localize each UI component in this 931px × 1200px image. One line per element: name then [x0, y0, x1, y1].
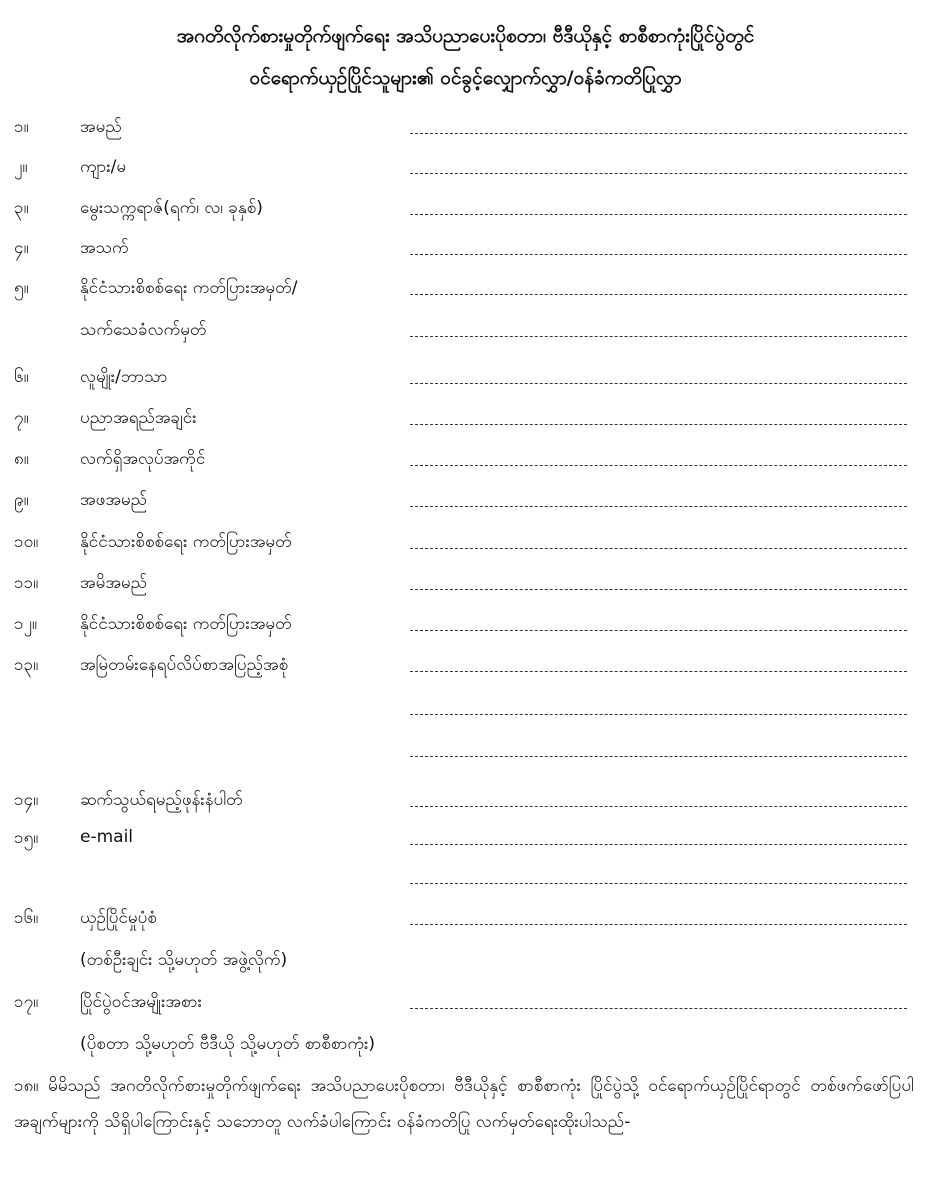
competition-category-hint-row — [0, 1024, 931, 1064]
field-row-email — [0, 818, 931, 858]
item-number: ၁၀။ — [14, 532, 39, 552]
item-label: လက်ရှိအလုပ်အကိုင် — [80, 449, 206, 469]
field-row-race-religion — [0, 357, 931, 397]
fill-in-line[interactable] — [410, 506, 907, 507]
item-hint: (တစ်ဦးချင်း သို့မဟုတ် အဖွဲ့လိုက်) — [80, 950, 288, 970]
field-row-phone — [0, 780, 931, 820]
item-number: ၁၂။ — [14, 614, 38, 634]
item-label: ကျား/မ — [80, 157, 127, 177]
item-number: ၁၇။ — [14, 992, 39, 1012]
item-label: e-mail — [80, 827, 134, 847]
item-label: အဖအမည် — [80, 490, 148, 510]
item-label: ယှဉ်ပြိုင်မှုပုံစံ — [80, 908, 157, 928]
address-continuation-row — [0, 730, 931, 770]
item-label: ပြိုင်ပွဲဝင်အမျိုးအစား — [80, 992, 202, 1012]
fill-in-line[interactable] — [410, 714, 907, 715]
item-number: ၃။ — [14, 198, 29, 218]
item-label: ဆက်သွယ်ရမည့်ဖုန်းနံပါတ် — [80, 790, 243, 810]
field-row-nrc-number — [0, 268, 931, 308]
item-label: အမိအမည် — [80, 573, 148, 593]
fill-in-line[interactable] — [410, 924, 907, 925]
item-label: နိုင်ငံသားစိစစ်ရေး ကတ်ပြားအမှတ်/ — [80, 278, 298, 298]
competition-mode-hint-row — [0, 940, 931, 980]
item-number: ၁၅။ — [14, 828, 39, 848]
fill-in-line[interactable] — [410, 383, 907, 384]
field-row-identity-certificate — [0, 310, 931, 350]
field-row-date-of-birth — [0, 188, 931, 228]
item-number: ၁၆။ — [14, 908, 39, 928]
field-row-education — [0, 398, 931, 438]
item-number: ၇။ — [14, 408, 29, 428]
fill-in-line[interactable] — [410, 756, 907, 757]
form-title-line-1: အဂတိလိုက်စားမှုတိုက်ဖျက်ရေး အသိပညာပေးပိုစတာ၊ ဗီဒီယိုနှင့် စာစီစာကုံးပြိုင်ပွဲတွင် — [176, 25, 755, 47]
item-label: မွေးသက္ကရာဇ်(ရက်၊ လ၊ ခုနှစ်) — [80, 198, 263, 218]
item-number: ၁၁။ — [14, 573, 39, 593]
item-number: ၈။ — [14, 449, 29, 469]
fill-in-line[interactable] — [410, 806, 907, 807]
field-row-name — [0, 107, 931, 147]
item-label: သက်သေခံလက်မှတ် — [80, 320, 207, 340]
field-row-competition-category — [0, 982, 931, 1022]
fill-in-line[interactable] — [410, 671, 907, 672]
item-label: ပညာအရည်အချင်း — [80, 408, 197, 428]
field-row-mother-nrc — [0, 604, 931, 644]
item-label: အမည် — [80, 117, 122, 137]
item-number: ၄။ — [14, 238, 29, 258]
declaration-paragraph: ၁၈။ မိမိသည် အဂတိလိုက်စားမှုတိုက်ဖျက်ရေး အသိပညာပေးပိုစတာ၊ ဗီဒီယိုနှင့် စာစီစာကုံး ပြိုင်ပွဲသို့ ဝင်ရောက်ယှဉ်ပြိုင်ရာတွင် တစ်ဖက်ဖော်ပြပါအချက်များကို သိရှိပါကြောင်းနှင့် သဘောတူ လက်ခံပါကြောင်း ဝန်ခံကတိပြု လက်မှတ်ရေးထိုးပါသည်- — [14, 1076, 914, 1132]
field-row-father-nrc — [0, 522, 931, 562]
address-continuation-row — [0, 688, 931, 728]
fill-in-line[interactable] — [410, 173, 907, 174]
field-row-occupation — [0, 439, 931, 479]
item-number: ၆။ — [14, 367, 29, 387]
field-row-gender — [0, 147, 931, 187]
email-continuation-row — [0, 857, 931, 897]
fill-in-line[interactable] — [410, 548, 907, 549]
fill-in-line[interactable] — [410, 1008, 907, 1009]
fill-in-line[interactable] — [410, 336, 907, 337]
item-number: ၁၄။ — [14, 790, 39, 810]
form-title-line-2: ဝင်ရောက်ယှဉ်ပြိုင်သူများ၏ ဝင်ခွင့်လျှောက်လွှာ/ဝန်ခံကတိပြုလွှာ — [249, 67, 682, 89]
fill-in-line[interactable] — [410, 844, 907, 845]
item-number: ၁။ — [14, 117, 29, 137]
fill-in-line[interactable] — [410, 589, 907, 590]
fill-in-line[interactable] — [410, 133, 907, 134]
item-label: အသက် — [80, 238, 129, 258]
field-row-competition-mode — [0, 898, 931, 938]
fill-in-line[interactable] — [410, 254, 907, 255]
item-label: အမြဲတမ်းနေရပ်လိပ်စာအပြည့်အစုံ — [80, 655, 289, 675]
item-label: လူမျိုး/ဘာသာ — [80, 367, 168, 387]
field-row-age — [0, 228, 931, 268]
fill-in-line[interactable] — [410, 214, 907, 215]
fill-in-line[interactable] — [410, 294, 907, 295]
item-label: နိုင်ငံသားစိစစ်ရေး ကတ်ပြားအမှတ် — [80, 532, 292, 552]
item-number: ၁၃။ — [14, 655, 39, 675]
field-row-mother-name — [0, 563, 931, 603]
item-number: ၅။ — [14, 278, 29, 298]
item-label: နိုင်ငံသားစိစစ်ရေး ကတ်ပြားအမှတ် — [80, 614, 292, 634]
field-row-permanent-address — [0, 645, 931, 685]
item-number: ၉။ — [14, 490, 29, 510]
fill-in-line[interactable] — [410, 883, 907, 884]
item-number: ၂။ — [14, 157, 28, 177]
fill-in-line[interactable] — [410, 630, 907, 631]
fill-in-line[interactable] — [410, 465, 907, 466]
field-row-father-name — [0, 480, 931, 520]
fill-in-line[interactable] — [410, 424, 907, 425]
item-hint: (ပိုစတာ သို့မဟုတ် ဗီဒီယို သို့မဟုတ် စာစီစာကုံး) — [80, 1034, 376, 1054]
